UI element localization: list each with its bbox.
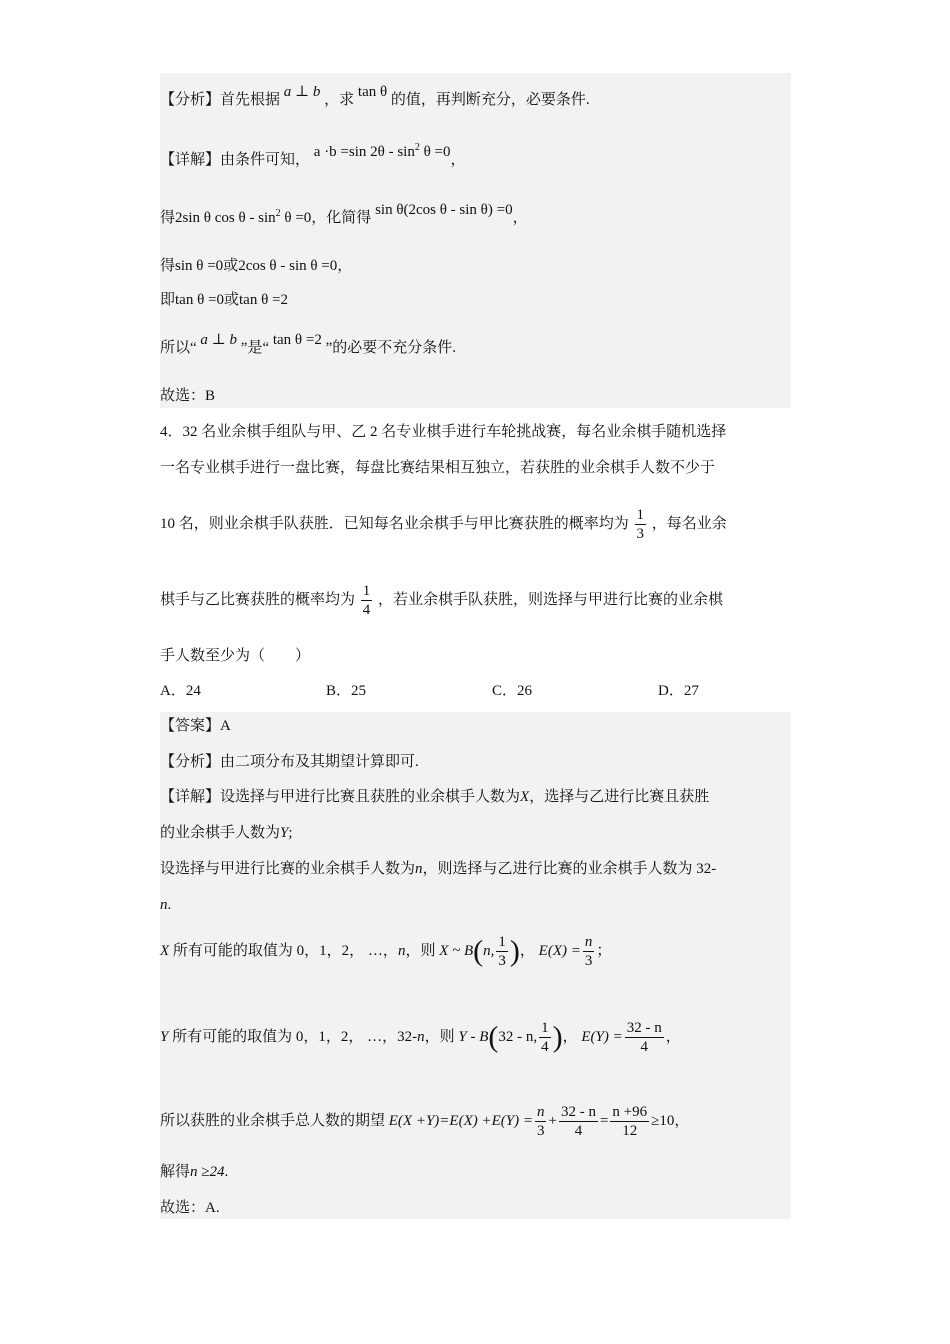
question-4-line-2: 一名专业棋手进行一盘比赛，每盘比赛结果相互独立，若获胜的业余棋手人数不少于	[160, 460, 716, 476]
math-perpendicular: a ⊥ b	[283, 84, 321, 100]
setup-line-2: n.	[160, 897, 172, 913]
option-a[interactable]: A．24	[160, 683, 201, 699]
question-4-line-3: 10 名，则业余棋手队获胜．已知每名业余棋手与甲比赛获胜的概率均为 $\frac{1}{3}$ ，每名业余	[160, 507, 727, 543]
detail-line-4: 即tan θ =0或tan θ =2	[160, 292, 288, 308]
detail-line-q4-1: 【详解】设选择与甲进行比赛且获胜的业余棋手人数为X，选择与乙进行比赛且获胜	[160, 789, 710, 805]
option-c[interactable]: C．26	[492, 683, 533, 699]
question-4-line-5: 手人数至少为（ ）	[160, 648, 311, 664]
fraction-one-third: $\frac{1}{3}$	[636, 507, 645, 543]
options-row	[160, 681, 791, 701]
detail-line-q4-2: 的业余棋手人数为Y;	[160, 825, 293, 841]
math-expand: 2sin θ $\cos \theta - \sin^2 \theta =0$	[175, 208, 312, 226]
conclusion-line: 所以“ a ⊥ b ”是“ tan θ =2 ”的必要不充分条件.	[160, 332, 457, 356]
analysis-line: 【分析】首先根据 a ⊥ b ，求 tan θ 的值，再判断充分，必要条件.	[160, 84, 590, 108]
x-distribution-line: X 所有可能的取值为 0，1，2， …，n，则 X ~ B(n, $\frac{1}{3}$ )， E(X) = $\frac{n}{3}$ ；	[160, 934, 612, 970]
math-factor: sin θ(2cos θ - sin θ) =0	[375, 202, 513, 218]
option-b[interactable]: B．25	[326, 683, 367, 699]
analysis-line-2: 【分析】由二项分布及其期望计算即可.	[160, 754, 419, 770]
y-distribution-line: Y 所有可能的取值为 0，1，2， …，32-n，则 Y - B(32 - n, $\frac{1}{4}$ )， E(Y) = $\frac{32 - n}{4}$ ，	[160, 1020, 681, 1056]
choice-line-1: 故选：B	[160, 388, 216, 404]
math-dot-product: a ·b =sin $2\theta - \sin^2 \theta =0$	[313, 142, 451, 160]
choice-line-2: 故选：A.	[160, 1200, 220, 1216]
detail-line-2: 得2sin θ $\cos \theta - \sin^2 \theta =0$，化简得 sin θ(2cos θ - sin θ) =0，	[160, 202, 528, 226]
question-4-line-4: 棋手与乙比赛获胜的概率均为 $\frac{1}{4}$ ，若业余棋手队获胜，则选择与甲进行比赛的业余棋	[160, 583, 724, 619]
detail-line-1: 【详解】由条件可知， a ·b =sin $2\theta - \sin^2 \theta =0$，	[160, 142, 466, 168]
detail-line-3: 得sin θ =0或2cos θ - sin θ =0，	[160, 258, 353, 274]
answer-line: 【答案】A	[160, 718, 231, 734]
expectation-line: 所以获胜的业余棋手总人数的期望 E(X +Y)=E(X) +E(Y) = $\frac{n}{3}$ + $\frac{32 - n}{4}$ = $\frac{n +96}{12}$ ≥10，	[160, 1104, 690, 1140]
solve-line: 解得n ≥24.	[160, 1164, 229, 1180]
setup-line-1: 设选择与甲进行比赛的业余棋手人数为n，则选择与乙进行比赛的业余棋手人数为 32-	[160, 861, 717, 877]
fraction-one-quarter: $\frac{1}{4}$	[362, 583, 371, 619]
math-tan: tan θ	[357, 84, 388, 100]
option-d[interactable]: D．27	[658, 683, 699, 699]
question-4-line-1: 4．32 名业余棋手组队与甲、乙 2 名专业棋手进行车轮挑战赛，每名业余棋手随机选择	[160, 424, 727, 440]
